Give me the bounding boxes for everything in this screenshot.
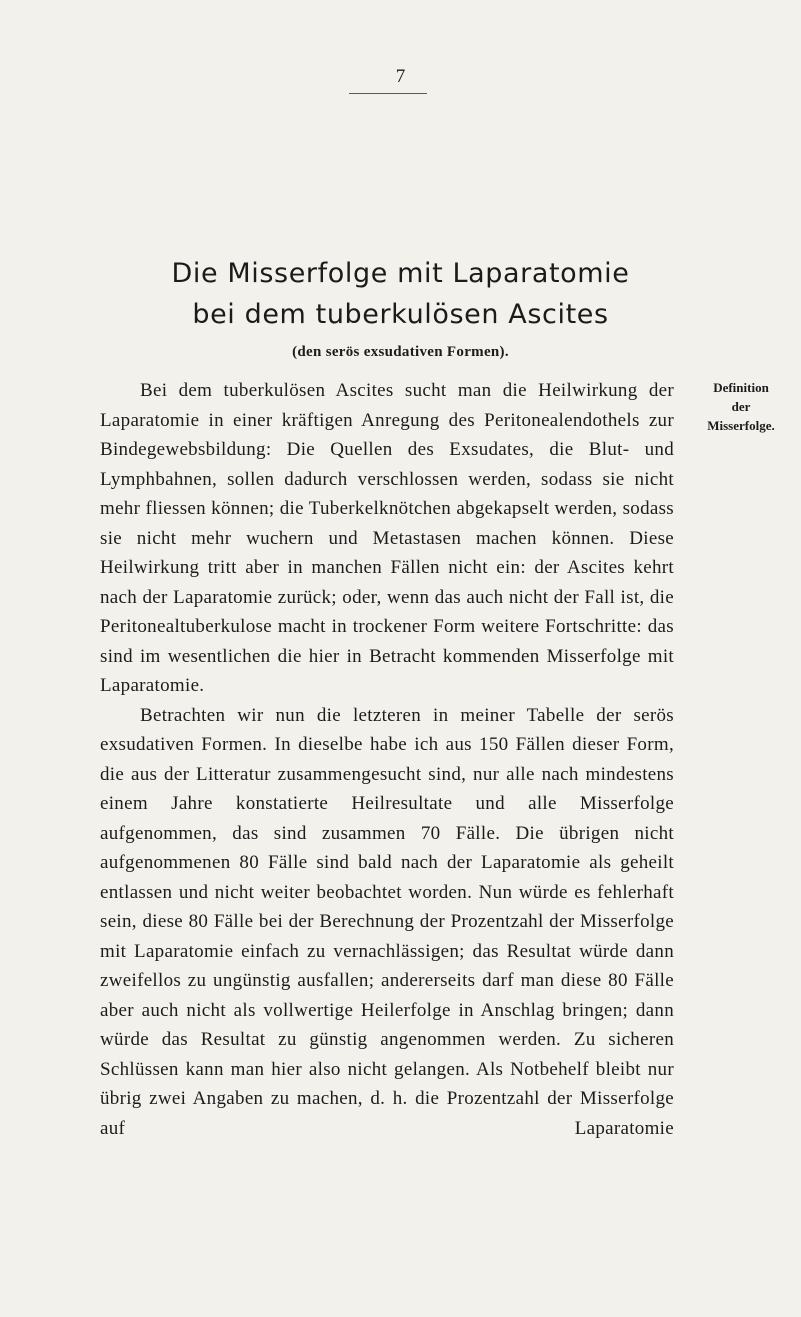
paragraph: Bei dem tuberkulösen Ascites sucht man die Heilwirkung der Laparatomie in einer kräftigen Anregung des Peritonealendothels zur Bindegewebsbildung: Die Quellen des Exsudates, die Blut- und Lymphbahnen, sollen dadurch verschlossen werden, sodass sie nicht mehr fliessen können; die Tuberkelknötchen abgekapselt werden, sodass sie nicht mehr wuchern und Metastasen machen können. Diese Heilwirkung tritt aber in manchen Fällen nicht ein: der Ascites kehrt nach der Laparatomie zurück; oder, wenn das auch nicht der Fall ist, die Peritonealtuberkulose macht in trockener Form weitere Fortschritte: das sind im wesentlichen die hier in Betracht kommenden Misserfolge mit Laparatomie. xyxy=(100,380,674,696)
chapter-title-line-1: Die Misserfolge mit Laparatomie xyxy=(171,258,630,289)
margin-note-line: Misserfolge. xyxy=(707,418,775,433)
page-number: 7 xyxy=(395,66,406,87)
paragraph: Betrachten wir nun die letzteren in meiner Tabelle der serös exsudativen Formen. In dieselbe habe ich aus 150 Fällen dieser Form, die aus der Litteratur zusammengesucht sind, nur alle nach mindestens einem Jahre konstatierte Heilresultate und alle Misserfolge aufgenommen, das sind zusammen 70 Fälle. Die übrigen nicht aufgenommenen 80 Fälle sind bald nach der Laparatomie als geheilt entlassen und nicht weiter beobachtet worden. Nun würde es fehlerhaft sein, diese 80 Fälle bei der Berechnung der Prozentzahl der Misserfolge mit Laparatomie einfach zu vernachlässigen; das Resultat würde dann zweifellos zu ungünstig ausfallen; andererseits darf man diese 80 Fälle aber auch nicht als vollwertige Heilerfolge in Anschlag bringen; dann würde das Resultat zu günstig angenommen werden. Zu sicheren Schlüssen kann man hier also nicht gelangen. Als Notbehelf bleibt nur übrig zwei Angaben zu machen, d. h. die Prozentzahl der Misserfolge auf Laparatomie xyxy=(100,704,674,1139)
margin-note-line: der xyxy=(731,399,751,414)
chapter-subtitle: (den serös exsudativen Formen). xyxy=(292,344,509,360)
margin-note xyxy=(682,378,800,435)
chapter-title-line-2: bei dem tuberkulösen Ascites xyxy=(192,299,609,330)
page-number-rule xyxy=(349,93,427,94)
body-text xyxy=(100,376,674,1143)
margin-note-line: Definition xyxy=(713,380,769,395)
